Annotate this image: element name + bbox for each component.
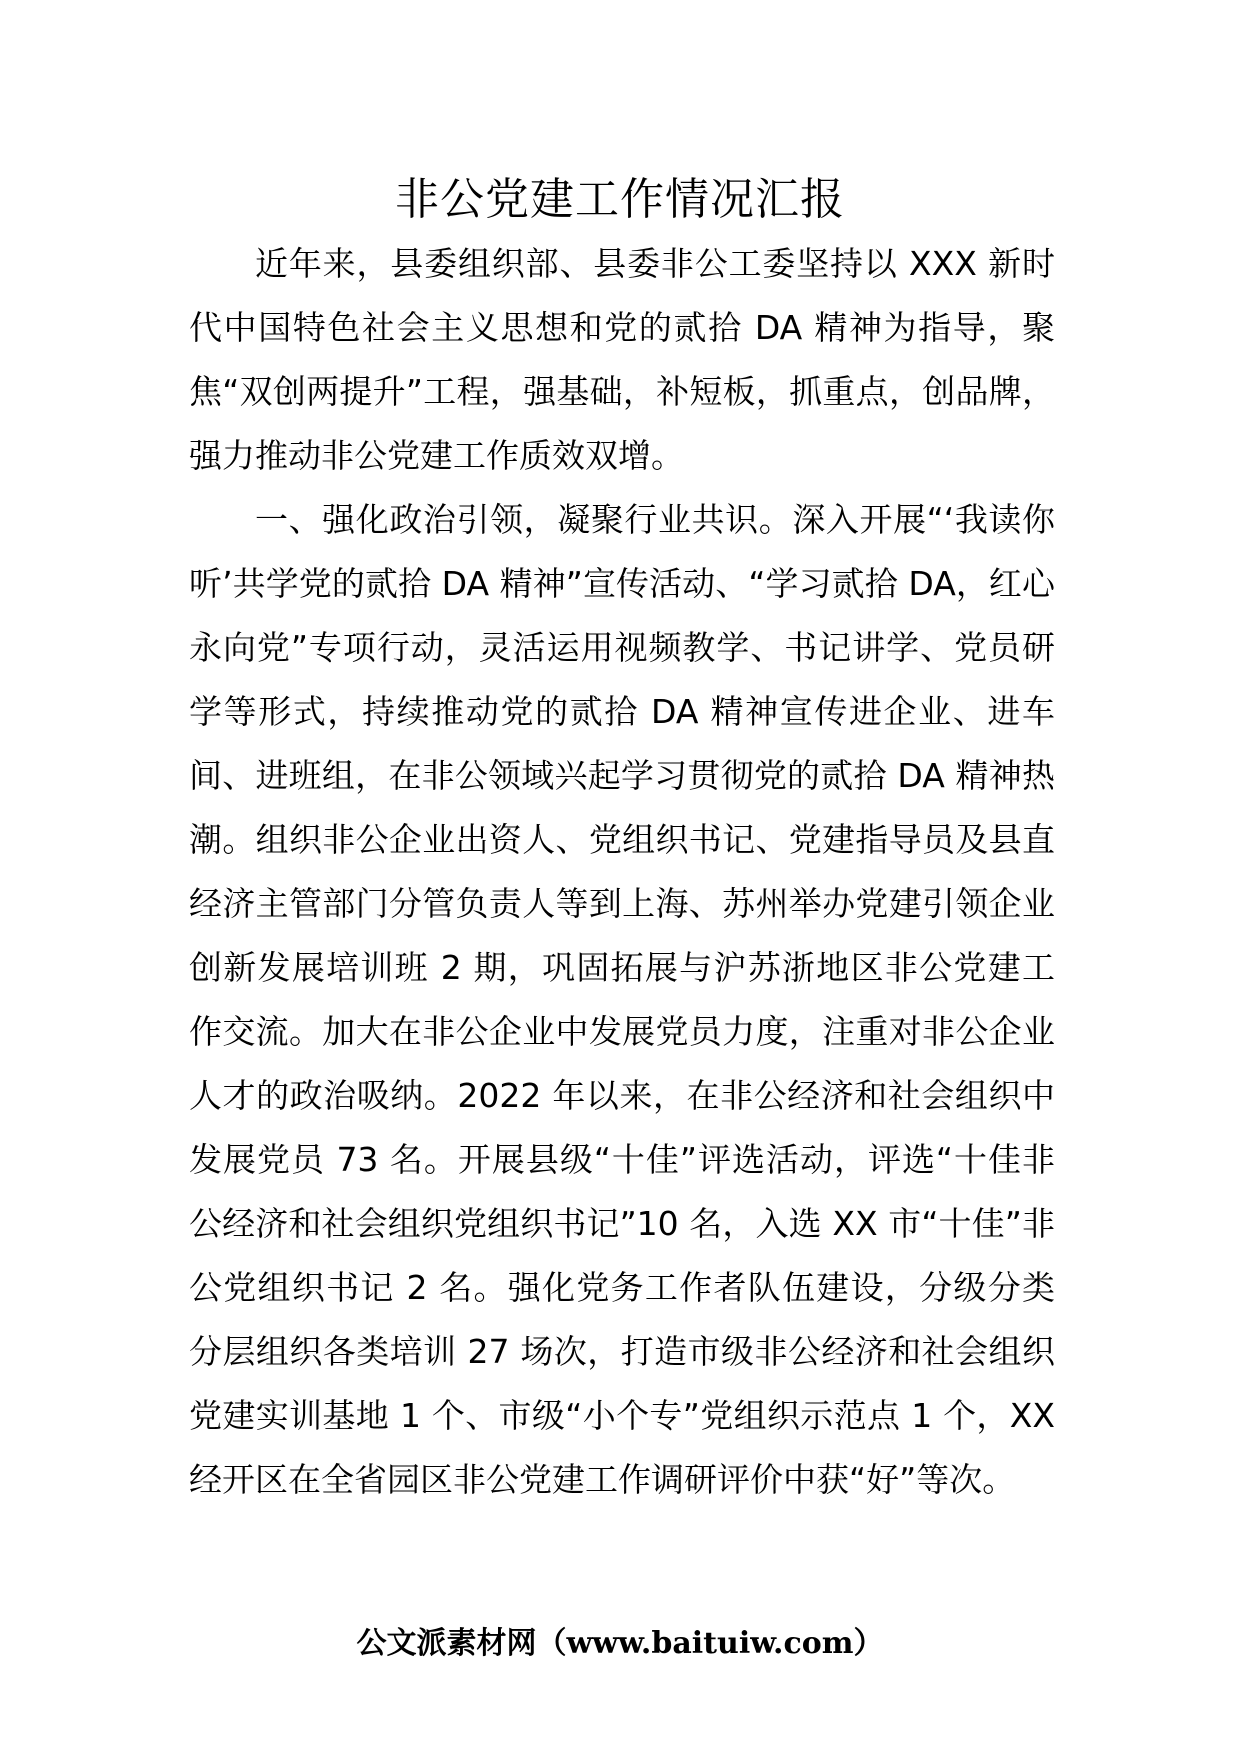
document-body xyxy=(189,232,1055,1512)
paragraph-section-one: 一、强化政治引领，凝聚行业共识。深入开展“‘我读你听’共学党的贰拾 DA 精神”宣传活动、“学习贰拾 DA，红心永向党”专项行动，灵活运用视频教学、书记讲学、党员研学等形式，持续推动党的贰拾 DA 精神宣传进企业、进车间、进班组，在非公领域兴起学习贯彻党的贰拾 DA 精神热潮。组织非公企业出资人、党组织书记、党建指导员及县直经济主管部门分管负责人等到上海、苏州举办党建引领企业创新发展培训班 2 期，巩固拓展与沪苏浙地区非公党建工作交流。加大在非公企业中发展党员力度，注重对非公企业人才的政治吸纳。2022 年以来，在非公经济和社会组织中发展党员 73 名。开展县级“十佳”评选活动，评选“十佳非公经济和社会组织党组织书记”10 名，入选 XX 市“十佳”非公党组织书记 2 名。强化党务工作者队伍建设，分级分类分层组织各类培训 27 场次，打造市级非公经济和社会组织党建实训基地 1 个、市级“小个专”党组织示范点 1 个，XX 经开区在全省园区非公党建工作调研评价中获“好”等次。 xyxy=(189,500,1055,1499)
paragraph-intro: 近年来，县委组织部、县委非公工委坚持以 XXX 新时代中国特色社会主义思想和党的贰拾 DA 精神为指导，聚焦“双创两提升”工程，强基础，补短板，抓重点，创品牌，强力推动非公党建工作质效双增。 xyxy=(189,244,1055,475)
footer-watermark: 公文派素材网（www.baituiw.com） xyxy=(356,1626,884,1661)
document-title: 非公党建工作情况汇报 xyxy=(395,174,845,225)
